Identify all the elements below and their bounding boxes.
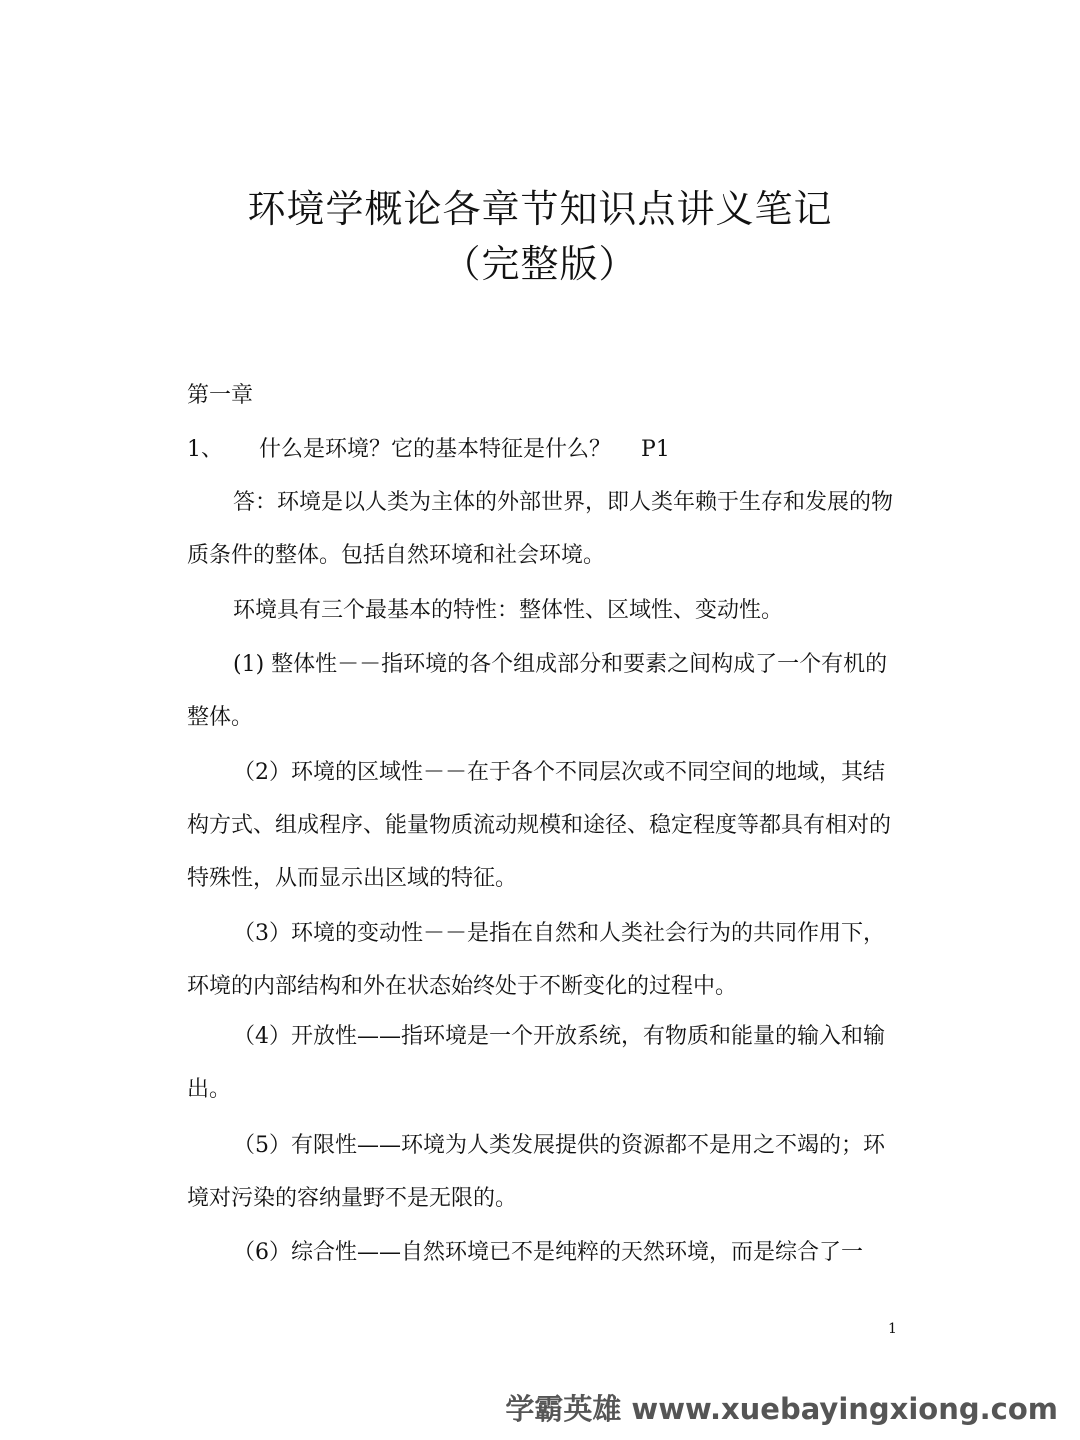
paragraph-item-3: （3）环境的变动性－－是指在自然和人类社会行为的共同作用下，环境的内部结构和外在状态始终处于不断变化的过程中。 [187, 921, 885, 999]
answer-paragraph: 答：环境是以人类为主体的外部世界，即人类年赖于生存和发展的物质条件的整体。包括自然环境和社会环境。 [187, 490, 894, 568]
paragraph-properties: 环境具有三个最基本的特性：整体性、区域性、变动性。 [233, 598, 784, 623]
question-text: 什么是环境？它的基本特征是什么？ [259, 437, 612, 462]
chapter-heading: 第一章 [187, 383, 254, 408]
question-line [187, 439, 670, 461]
watermark-text: 学霸英雄 www.xuebayingxiong.com [505, 1392, 1058, 1426]
question-page-ref: P1 [641, 437, 670, 462]
paragraph-item-4: （4）开放性——指环境是一个开放系统，有物质和能量的输入和输出。 [187, 1024, 885, 1102]
paragraph-item-5: （5）有限性——环境为人类发展提供的资源都不是用之不竭的；环境对污染的容纳量野不是无限的。 [187, 1133, 885, 1211]
document-subtitle: （完整版） [442, 242, 638, 286]
paragraph-item-6: （6）综合性——自然环境已不是纯粹的天然环境，而是综合了一 [233, 1240, 863, 1265]
document-title: 环境学概论各章节知识点讲义笔记 [247, 187, 833, 231]
paragraph-item-2: （2）环境的区域性－－在于各个不同层次或不同空间的地域，其结构方式、组成程序、能量物质流动规模和途径、稳定程度等都具有相对的特殊性，从而显示出区域的特征。 [187, 760, 892, 891]
page-number: 1 [888, 1321, 897, 1337]
question-number: 1、 [187, 437, 223, 462]
paragraph-item-1: (1) 整体性－－指环境的各个组成部分和要素之间构成了一个有机的整体。 [187, 652, 888, 730]
